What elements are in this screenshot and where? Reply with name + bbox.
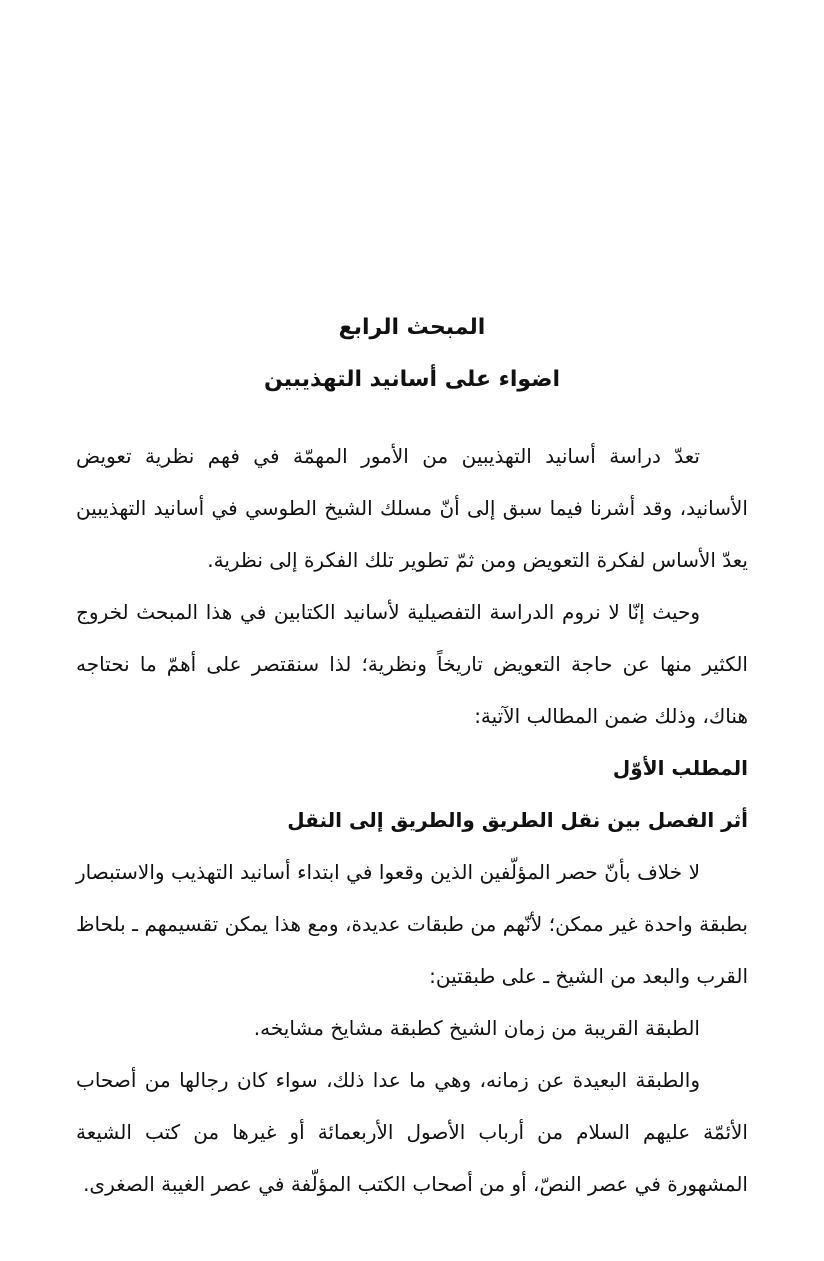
- section-paragraph: لا خلاف بأنّ حصر المؤلّفين الذين وقعوا في ابتداء أسانيد التهذيب والاستبصار بطبقة واحدة غير ممكن؛ لأنّهم من طبقات عديدة، ومع هذا يمكن تقسيمهم ـ بلحاظ القرب والبعد من الشيخ ـ على طبقتين:: [76, 860, 748, 988]
- main-text: [76, 430, 748, 1210]
- chapter-subtitle: اضواء على أسانيد التهذيبين: [263, 367, 561, 392]
- intro-paragraph: تعدّ دراسة أسانيد التهذيبين من الأمور المهمّة في فهم نظرية تعويض الأسانيد، وقد أشرنا فيما سبق إلى أنّ مسلك الشيخ الطوسي في أسانيد التهذيبين يعدّ الأساس لفكرة التعويض ومن ثمّ تطوير تلك الفكرة إلى نظرية.: [76, 444, 748, 572]
- document-page: [76, 0, 748, 1261]
- far-layer-item: والطبقة البعيدة عن زمانه، وهي ما عدا ذلك، سواء كان رجالها من أصحاب الأئمّة عليهم السلام من أرباب الأصول الأربعمائة أو غيرها من كتب الشيعة المشهورة في عصر النصّ، أو من أصحاب الكتب المؤلّفة في عصر الغيبة الصغرى.: [76, 1068, 748, 1196]
- section-subtitle: أثر الفصل بين نقل الطريق والطريق إلى النقل: [287, 808, 748, 832]
- near-layer-item: الطبقة القريبة من زمان الشيخ كطبقة مشايخ مشايخه.: [253, 1016, 700, 1040]
- chapter-title: المبحث الرابع: [338, 315, 486, 340]
- scope-paragraph: وحيث إنّا لا نروم الدراسة التفصيلية لأسانيد الكتابين في هذا المبحث لخروج الكثير منها عن حاجة التعويض تاريخاً ونظرية؛ لذا سنقتصر على أهمّ ما نحتاجه هناك، وذلك ضمن المطالب الآتية:: [76, 600, 748, 728]
- section-title: المطلب الأوّل: [612, 756, 748, 780]
